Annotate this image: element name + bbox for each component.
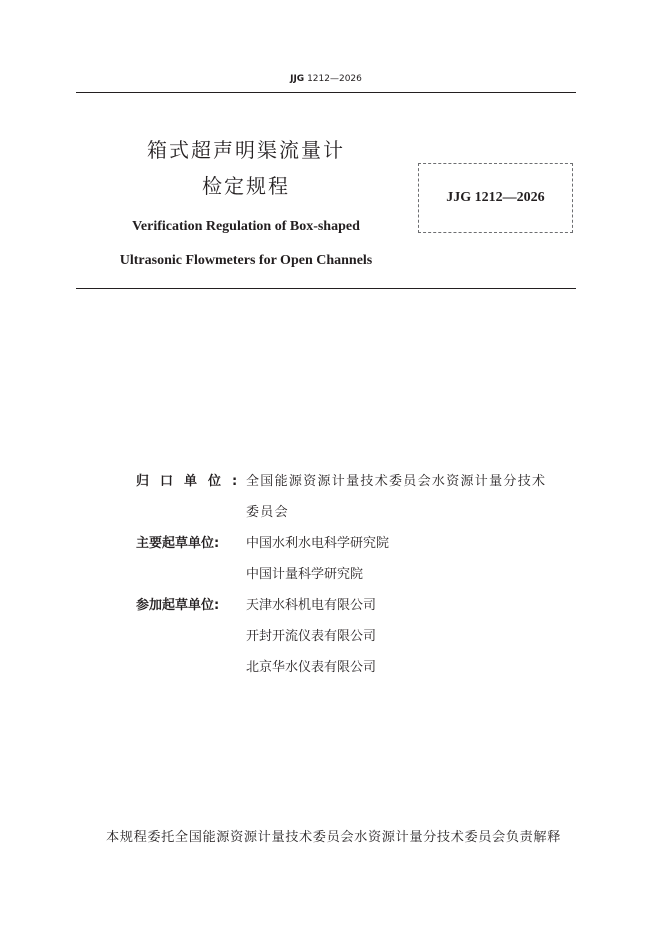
header-code-prefix: JJG bbox=[290, 74, 305, 84]
responsible-unit-value: 全国能源资源计量技术委员会水资源计量分技术 bbox=[246, 474, 547, 489]
title-block bbox=[96, 132, 396, 278]
title-rule bbox=[76, 288, 576, 289]
title-cn-line-2: 检定规程 bbox=[202, 174, 290, 198]
interpretation-note: 本规程委托全国能源资源计量技术委员会水资源计量分技术委员会负责解释 bbox=[106, 830, 561, 845]
title-cn-line-1: 箱式超声明渠流量计 bbox=[147, 138, 345, 162]
participating-unit-item: 开封开流仪表有限公司 bbox=[246, 629, 377, 644]
main-unit-item: 中国计量科学研究院 bbox=[246, 567, 364, 582]
participating-unit-item: 天津水科机电有限公司 bbox=[246, 598, 377, 613]
regulation-code: JJG 1212—2026 bbox=[446, 190, 545, 205]
drafting-units bbox=[136, 466, 586, 683]
header-rule bbox=[76, 92, 576, 93]
regulation-code-box bbox=[418, 163, 573, 233]
participating-unit-row bbox=[136, 590, 586, 621]
main-unit-row bbox=[136, 559, 586, 590]
header-code-number: 1212—2026 bbox=[304, 74, 362, 84]
responsible-unit-label: 归口单位: bbox=[136, 474, 249, 489]
running-header bbox=[76, 74, 576, 84]
responsible-unit-row-cont bbox=[136, 497, 586, 528]
main-unit-item: 中国水利水电科学研究院 bbox=[246, 536, 390, 551]
participating-unit-label: 参加起草单位: bbox=[136, 598, 220, 613]
participating-unit-item: 北京华水仪表有限公司 bbox=[246, 660, 377, 675]
participating-unit-row bbox=[136, 652, 586, 683]
main-unit-label: 主要起草单位: bbox=[136, 536, 220, 551]
title-en-line-2: Ultrasonic Flowmeters for Open Channels bbox=[119, 253, 373, 268]
title-en-line-1: Verification Regulation of Box-shaped bbox=[132, 219, 360, 234]
responsible-unit-value-cont: 委员会 bbox=[246, 505, 289, 520]
main-unit-row bbox=[136, 528, 586, 559]
participating-unit-row bbox=[136, 621, 586, 652]
responsible-unit-row bbox=[136, 466, 586, 497]
